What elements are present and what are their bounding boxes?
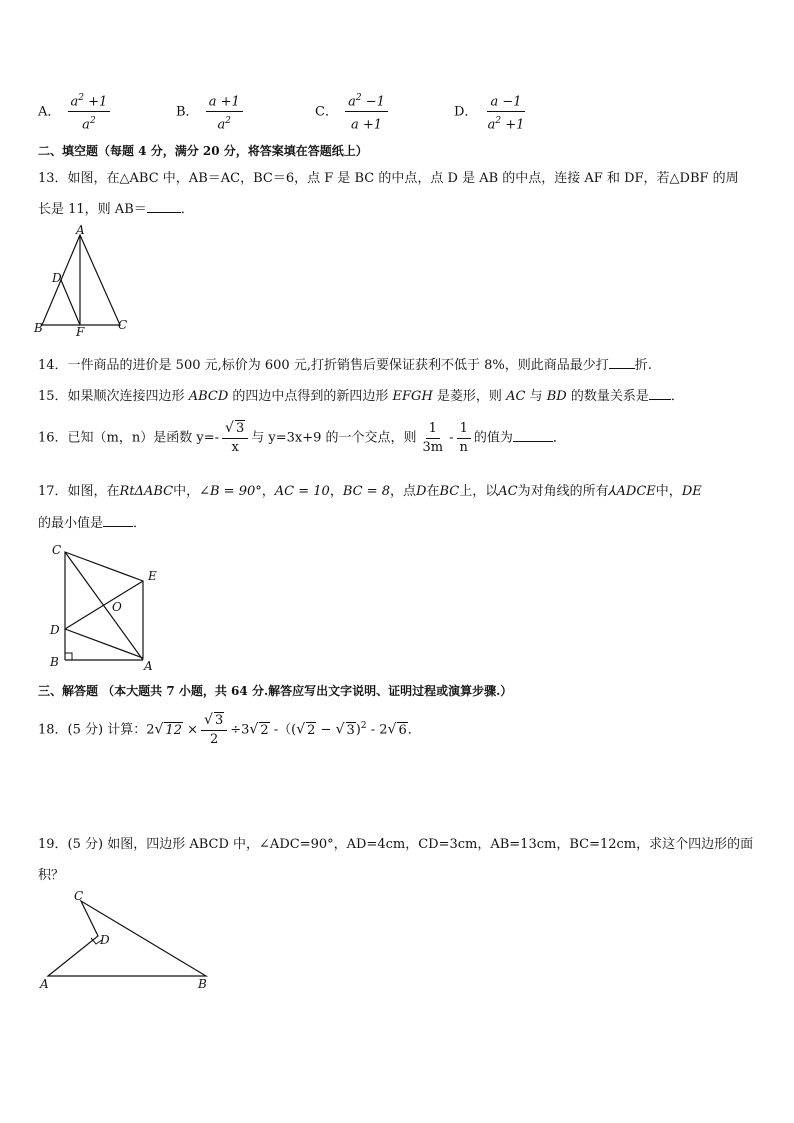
q14-text: 14．一件商品的进价是 500 元,标价为 600 元,打折销售后要保证获利不低于 8%，则此商品最少打 折. bbox=[38, 358, 652, 373]
figure-q17-parallelogram bbox=[40, 538, 170, 673]
q15-text: 15．如果顺次连接四边形 ABCD 的四边中点得到的新四边形 EFGH 是菱形，则 AC 与 BD 的数量关系是 ． bbox=[38, 389, 684, 404]
label-b: B bbox=[50, 655, 59, 669]
label-d: D bbox=[52, 271, 62, 285]
label-e: E bbox=[148, 569, 157, 583]
label-a: A bbox=[76, 225, 85, 237]
option-fraction: $\frac{a -1}{a^2 +1}$ bbox=[485, 90, 528, 134]
q18-text: 18．(5 分) 计算：2√ 12 × $\frac{√ 3}{2}$ ÷3√ 2 -（(√ 2 − √ 3)$^2$ - 2√ 6． bbox=[38, 712, 421, 747]
q18-fraction: $\frac{√ 3}{2}$ bbox=[201, 712, 227, 748]
section3-title: 三、解答题 （本大题共 7 小题，共 64 分.解答应写出文字说明、证明过程或演算步骤.） bbox=[38, 684, 513, 698]
q17-line1: 17．如图，在RtΔABC中，∠B = 90°，AC = 10，BC = 8，点D在BC上，以AC为对角线的所有⅄ADCE中，DE bbox=[38, 484, 702, 499]
label-o: O bbox=[112, 600, 122, 614]
q19-line2: 积？ bbox=[38, 868, 65, 883]
label-b: B bbox=[34, 321, 43, 335]
section2-title: 二、填空题（每题 4 分，满分 20 分，将答案填在答题纸上） bbox=[38, 144, 368, 158]
q12-option-b bbox=[176, 90, 246, 134]
q16-text: 16．已知（m，n）是函数 y=- $\frac{√ 3}{x}$ 与 y=3x+9 的一个交点，则 $\frac{1}{3m}$ - $\frac{1}{n}$ 的值为 ． bbox=[38, 420, 566, 455]
q12-option-d bbox=[454, 90, 530, 134]
figure-q19-quadrilateral bbox=[36, 886, 216, 996]
label-f: F bbox=[76, 325, 85, 339]
figure-q13-triangle bbox=[30, 225, 130, 340]
label-b: B bbox=[198, 977, 207, 991]
label-d: D bbox=[50, 623, 60, 637]
label-c: C bbox=[118, 318, 128, 332]
label-c: C bbox=[74, 889, 84, 903]
answer-blank bbox=[649, 387, 671, 400]
answer-blank bbox=[609, 356, 635, 369]
option-fraction: $\frac{a^2 +1}{a^2}$ bbox=[68, 90, 111, 134]
q13-line1: 13．如图，在△ABC 中，AB＝AC，BC＝6，点 F 是 BC 的中点，点 D 是 AB 的中点，连接 AF 和 DF，若△DBF 的周 bbox=[38, 171, 739, 186]
q12-option-a bbox=[38, 90, 113, 134]
q13-line2: 长是 11，则 AB＝ ． bbox=[38, 202, 194, 217]
option-letter: A． bbox=[38, 104, 61, 120]
option-letter: C． bbox=[315, 104, 338, 120]
q17-line2: 的最小值是 ． bbox=[38, 516, 147, 531]
label-c: C bbox=[52, 543, 62, 557]
answer-blank bbox=[147, 200, 181, 213]
q16-fraction-1: $\frac{1}{3m}$ bbox=[422, 420, 444, 455]
q12-option-c bbox=[315, 90, 391, 134]
q16-fraction-sqrt3-over-x: $\frac{√ 3}{x}$ bbox=[222, 420, 248, 456]
option-fraction: $\frac{a^2 -1}{a +1}$ bbox=[345, 90, 388, 134]
label-a: A bbox=[40, 977, 49, 991]
q16-fraction-2: $\frac{1}{n}$ bbox=[457, 421, 471, 456]
option-letter: D． bbox=[454, 104, 478, 120]
label-d: D bbox=[100, 933, 110, 947]
label-a: A bbox=[144, 659, 153, 673]
option-fraction: $\frac{a +1}{a^2}$ bbox=[206, 90, 243, 134]
option-letter: B． bbox=[176, 104, 199, 120]
q19-line1: 19．(5 分) 如图，四边形 ABCD 中，∠ADC=90°，AD=4cm，CD=3cm，AB=13cm，BC=12cm，求这个四边形的面 bbox=[38, 837, 754, 852]
answer-blank bbox=[103, 514, 133, 527]
answer-blank bbox=[513, 429, 553, 442]
